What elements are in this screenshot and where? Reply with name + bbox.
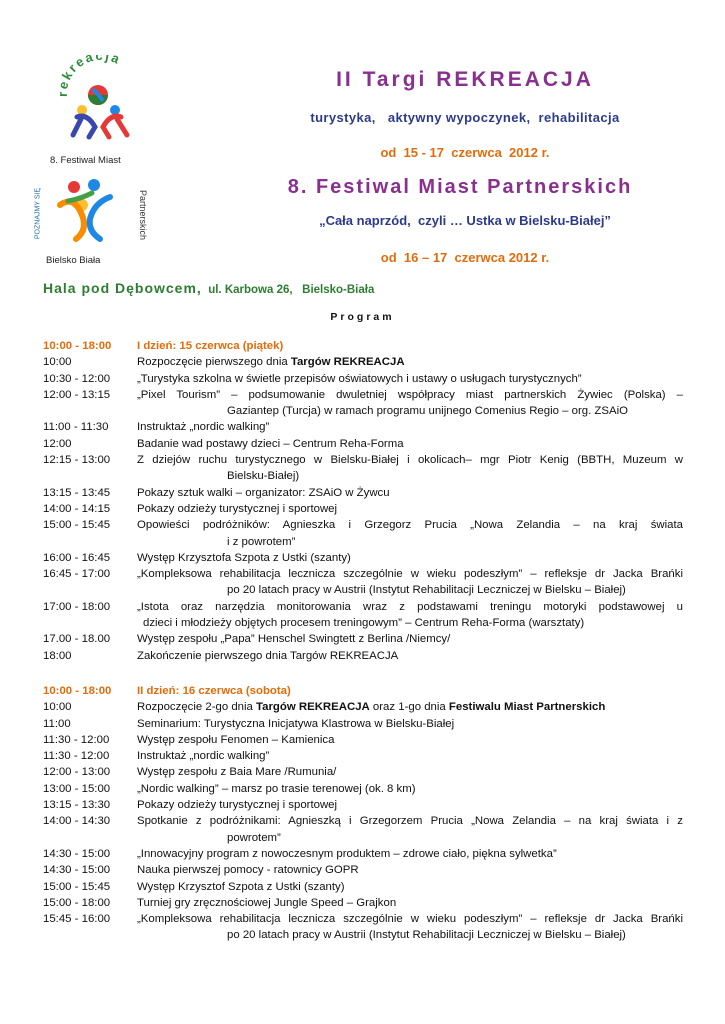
schedule-description (137, 648, 683, 664)
schedule-time: 13:15 - 13:30 (43, 799, 111, 812)
schedule-time: 10:30 - 12:00 (43, 372, 111, 385)
schedule-time: 14:00 - 14:30 (43, 815, 111, 828)
schedule-description (137, 517, 683, 550)
schedule-description (137, 371, 683, 387)
schedule-text: Seminarium: Turystyczna Inicjatywa Klastrowa w Bielsku-Białej (137, 717, 455, 730)
schedule-row (43, 895, 683, 911)
schedule-text: „Nordic walking” – marsz po trasie terenowej (ok. 8 km) (137, 782, 416, 795)
schedule-text: Instruktaż „nordic walking” (137, 750, 270, 763)
schedule-description (137, 911, 683, 944)
schedule-text-continued: Bielsku-Białej) (227, 470, 300, 483)
schedule-text: Występ zespołu z Baia Mare /Rumunia/ (137, 766, 337, 779)
schedule-row (43, 862, 683, 878)
schedule-text-continued: Gaziantep (Turcja) w ramach programu unijnego Comenius Regio – org. ZSAiO (227, 405, 628, 418)
schedule-row (43, 517, 683, 550)
schedule-text: Występ zespołu „Papa” Henschel Swingtett z Berlina /Niemcy/ (137, 633, 451, 646)
schedule-text: Rozpoczęcie 2-go dnia (137, 701, 257, 714)
schedule-text: Nauka pierwszej pomocy - ratownicy GOPR (137, 864, 359, 877)
schedule-text-continued: dzieci i młodzieży objętych procesem treningowym” – Centrum Reha-Forma (warsztaty) (143, 617, 585, 630)
schedule-text: oraz 1-go dnia (369, 701, 449, 714)
venue-separator: , (196, 280, 202, 296)
schedule-text: Opowieści podróżników: Agnieszka i Grzegorz Prucia „Nowa Zelandia – na kraj świata (137, 519, 683, 532)
schedule-text: „Kompleksowa rehabilitacja lecznicza szczególnie w wieku podeszłym” – refleksje dr Jacka Brańki (137, 913, 683, 926)
schedule-time: 14:30 - 15:00 (43, 864, 111, 877)
schedule-description (137, 631, 683, 647)
day1-schedule (43, 338, 683, 664)
schedule-text: Spotkanie z podróżnikami: Agnieszką i Grzegorzem Prucia „Nowa Zelandia – na kraj świata i z (137, 815, 683, 828)
venue (43, 280, 374, 298)
schedule-text-continued: powrotem” (227, 831, 281, 844)
schedule-time: 11:00 - 11:30 (43, 421, 109, 434)
day2-title: II dzień: 16 czerwca (sobota) (137, 685, 291, 697)
schedule-time: 12:15 - 13:00 (43, 454, 111, 467)
schedule-row (43, 716, 683, 732)
schedule-time: 16:45 - 17:00 (43, 568, 111, 581)
schedule-description (137, 781, 683, 797)
schedule-time: 17:00 - 18:00 (43, 600, 111, 613)
schedule-row (43, 846, 683, 862)
schedule-description (137, 387, 683, 420)
schedule-text: „Istota oraz narzędzia monitorowania wraz z podstawami treningu motoryki podstawowej u (137, 600, 683, 613)
schedule-text: „Innowacyjny program z nowoczesnym produktem – zdrowe ciało, piękna sylwetka” (137, 847, 557, 860)
schedule-text: Rozpoczęcie pierwszego dnia (137, 356, 291, 369)
event-title-targi: II Targi REKREACJA (336, 68, 594, 91)
schedule-row (43, 452, 683, 485)
schedule-text: Badanie wad postawy dzieci – Centrum Reha-Forma (137, 437, 404, 450)
event-date-festiwal: od 16 – 17 czerwca 2012 r. (380, 250, 550, 265)
schedule-text-bold: Festiwalu Miast Partnerskich (448, 701, 606, 714)
schedule-text: Pokazy odzieży turystycznej i sportowej (137, 799, 338, 812)
schedule-text-bold: Targów REKREACJA (290, 356, 405, 369)
schedule-description (137, 354, 683, 370)
schedule-description (137, 452, 683, 485)
schedule-time: 15:00 - 15:45 (43, 519, 111, 532)
schedule-description (137, 813, 683, 846)
schedule-text-continued: i z powrotem” (227, 535, 296, 548)
schedule-time: 16:00 - 16:45 (43, 551, 111, 564)
schedule-text: Pokazy odzieży turystycznej i sportowej (137, 502, 338, 515)
schedule-text: „Turystyka szkolna w świetle przepisów oświatowych i ustawy o usługach turystycznych” (137, 372, 582, 385)
schedule-text: „Kompleksowa rehabilitacja lecznicza szczególnie w wieku podeszłym” – refleksje dr Jacka Brańki (137, 568, 683, 581)
schedule-row (43, 371, 683, 387)
schedule-time: 14:30 - 15:00 (43, 847, 111, 860)
schedule-row (43, 550, 683, 566)
schedule-row (43, 748, 683, 764)
event-subtitle-targi: turystyka, aktywny wypoczynek, rehabilitacja (310, 110, 620, 125)
schedule-row (43, 631, 683, 647)
festival-logo-side-left: POZNAJMY SIĘ (34, 187, 42, 240)
schedule-text: Z dziejów ruchu turystycznego w Bielsku-Białej i okolicach– mgr Piotr Kenig (BBTH, Muzeum w (137, 454, 683, 467)
day2-time: 10:00 - 18:00 (43, 685, 112, 697)
schedule-description (137, 748, 683, 764)
venue-address: ul. Karbowa 26, Bielsko-Biała (201, 284, 375, 296)
schedule-time: 18:00 (43, 649, 72, 662)
schedule-description (137, 764, 683, 780)
schedule-row (43, 485, 683, 501)
schedule-description (137, 716, 683, 732)
schedule-row (43, 501, 683, 517)
schedule-time: 12:00 (43, 437, 72, 450)
program-label: Program (330, 311, 395, 323)
rekreacja-logo (55, 55, 145, 145)
schedule-text-continued: po 20 latach pracy w Austrii (Instytut Rehabilitacji Leczniczej w Bielsku – Białej) (227, 584, 626, 597)
schedule-description (137, 419, 683, 435)
event-date-targi: od 15 - 17 czerwca 2012 r. (380, 145, 550, 160)
schedule-text: Występ zespołu Fenomen – Kamienica (137, 733, 335, 746)
schedule-text: Pokazy sztuk walki – organizator: ZSAiO w Żywcu (137, 486, 390, 499)
rekreacja-logo-text: rekreacja (55, 55, 124, 98)
schedule-row (43, 566, 683, 599)
schedule-description (137, 599, 683, 632)
schedule-time: 12:00 - 13:00 (43, 766, 111, 779)
schedule-row (43, 436, 683, 452)
schedule-description (137, 862, 683, 878)
schedule-time: 11:30 - 12:00 (43, 750, 110, 763)
schedule-description (137, 895, 683, 911)
schedule-text-continued: po 20 latach pracy w Austrii (Instytut Rehabilitacji Leczniczej w Bielsku – Białej) (227, 929, 626, 942)
schedule-row (43, 879, 683, 895)
schedule-time: 10:00 (43, 356, 72, 369)
schedule-row (43, 387, 683, 420)
day2-header (43, 683, 683, 699)
schedule-time: 10:00 (43, 701, 72, 714)
schedule-text: Turniej gry zręcznościowej Jungle Speed – Grajkon (137, 896, 397, 909)
schedule-row (43, 781, 683, 797)
schedule-row (43, 648, 683, 664)
schedule-description (137, 550, 683, 566)
schedule-description (137, 699, 683, 715)
festival-logo-top: 8. Festiwal Miast (50, 155, 121, 166)
schedule-row (43, 699, 683, 715)
schedule-description (137, 732, 683, 748)
schedule-row (43, 911, 683, 944)
schedule-row (43, 764, 683, 780)
festival-logo-graphic (52, 175, 122, 245)
festival-logo-side-right: Partnerskich (138, 189, 148, 241)
day1-time: 10:00 - 18:00 (43, 340, 112, 352)
venue-name: Hala pod Dębowcem (43, 280, 197, 296)
schedule-row (43, 797, 683, 813)
schedule-time: 15:45 - 16:00 (43, 913, 111, 926)
day2-schedule (43, 683, 683, 944)
schedule-row (43, 419, 683, 435)
schedule-description (137, 436, 683, 452)
schedule-description (137, 879, 683, 895)
schedule-text: Zakończenie pierwszego dnia Targów REKREACJA (137, 649, 399, 662)
schedule-time: 14:00 - 14:15 (43, 502, 111, 515)
day1-title: I dzień: 15 czerwca (piątek) (137, 340, 284, 352)
event-subtitle-festiwal: „Cała naprzód, czyli … Ustka w Bielsku-Białej” (319, 213, 611, 228)
schedule-description (137, 797, 683, 813)
schedule-description (137, 501, 683, 517)
schedule-description (137, 566, 683, 599)
schedule-time: 11:00 (43, 717, 71, 730)
schedule-time: 13:00 - 15:00 (43, 782, 111, 795)
schedule-time: 17.00 - 18.00 (43, 633, 111, 646)
schedule-text: Występ Krzysztofa Szpota z Ustki (szanty) (137, 551, 351, 564)
schedule-time: 12:00 - 13:15 (43, 388, 111, 401)
schedule-text: „Pixel Tourism” – podsumowanie dwuletniej współpracy miast partnerskich Żywiec (Polska) – (137, 388, 683, 401)
schedule-description (137, 485, 683, 501)
schedule-time: 15:00 - 15:45 (43, 880, 111, 893)
day1-header (43, 338, 683, 354)
schedule-text-bold: Targów REKREACJA (256, 701, 370, 714)
schedule-time: 13:15 - 13:45 (43, 486, 111, 499)
rekreacja-logo-graphic (55, 55, 145, 145)
schedule-text: Instruktaż „nordic walking” (137, 421, 270, 434)
festival-logo-bottom: Bielsko Biała (46, 255, 101, 266)
schedule-row (43, 813, 683, 846)
schedule-row (43, 599, 683, 632)
schedule-time: 15:00 - 18:00 (43, 896, 111, 909)
schedule-description (137, 846, 683, 862)
schedule-row (43, 354, 683, 370)
event-title-festiwal: 8. Festiwal Miast Partnerskich (287, 176, 633, 198)
schedule-time: 11:30 - 12:00 (43, 733, 110, 746)
festival-logo (30, 155, 150, 270)
schedule-text: Występ Krzysztof Szpota z Ustki (szanty) (137, 880, 345, 893)
schedule-row (43, 732, 683, 748)
